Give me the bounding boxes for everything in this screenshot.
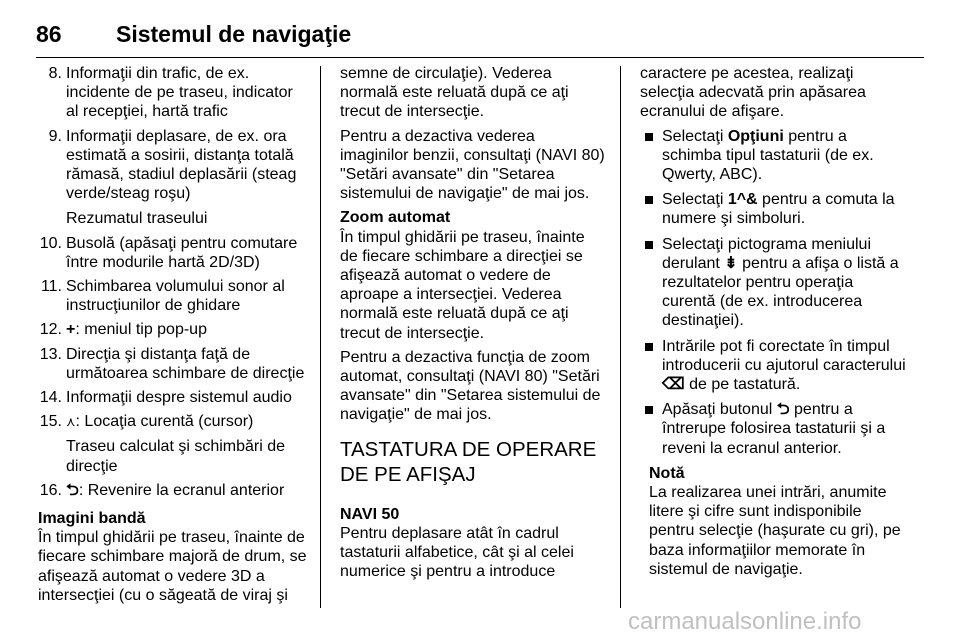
note-block bbox=[649, 464, 910, 579]
paragraph: În timpul ghidării pe traseu, înainte de fiecare schimbare a direcţiei se afişează automat o vedere de aproape a intersecţiei. Vederea normală este reluată după ce aţi trecut de intersecţie. bbox=[340, 228, 585, 342]
item-bold-text: Opţiuni bbox=[727, 127, 784, 145]
item-number: 15. bbox=[39, 413, 62, 431]
item-number: 10. bbox=[39, 234, 62, 252]
page-header bbox=[36, 14, 924, 54]
paragraph: În timpul ghidării pe traseu, înainte de fiecare schimbare majoră de drum, se afişează automat o vedere 3D a intersecţiei (cu o săgeată de viraj şi bbox=[38, 529, 307, 604]
page-title: Sistemul de navigaţie bbox=[116, 20, 352, 47]
item-number: 11. bbox=[40, 278, 62, 296]
list-item bbox=[640, 190, 910, 228]
item-text: Selectaţi bbox=[662, 127, 728, 145]
numbered-list bbox=[38, 64, 308, 500]
list-item bbox=[38, 127, 308, 229]
back-arrow-icon: ⮌ bbox=[776, 401, 790, 419]
bullet-icon bbox=[645, 406, 653, 414]
list-item bbox=[640, 400, 910, 458]
item-bold-text: 1^& bbox=[727, 191, 758, 209]
item-text: : meniul tip pop-up bbox=[75, 321, 207, 339]
list-item bbox=[640, 337, 910, 395]
item-text: Apăsaţi butonul bbox=[662, 401, 777, 419]
item-text: Busolă (apăsaţi pentru comutare între modurile hartă 2D/3D) bbox=[66, 234, 298, 271]
item-text: pentru a schimba tipul tastaturii (de ex. Qwerty, ABC). bbox=[662, 127, 874, 184]
list-item bbox=[38, 345, 308, 383]
bullet-list bbox=[640, 127, 910, 458]
paragraph: caractere pe acestea, realizaţi selecţia adecvată prin apăsarea ecranului de afişare. bbox=[640, 65, 866, 121]
header-divider bbox=[36, 57, 924, 58]
column-divider-1 bbox=[320, 66, 321, 608]
item-number: 8. bbox=[48, 65, 62, 82]
column-3 bbox=[640, 64, 910, 584]
dropdown-menu-icon: ⇟ bbox=[724, 254, 738, 272]
item-subtext: Traseu calculat şi schimbări de direcţie bbox=[66, 438, 286, 475]
list-item bbox=[38, 277, 308, 315]
column-divider-2 bbox=[620, 66, 621, 608]
list-item bbox=[640, 127, 910, 185]
item-text: Selectaţi bbox=[662, 191, 728, 209]
item-text: de pe tastatură. bbox=[684, 376, 801, 394]
page-number: 86 bbox=[36, 20, 62, 47]
item-text: Selectaţi pictograma meniului derulant bbox=[662, 235, 871, 272]
list-item bbox=[38, 320, 308, 339]
subheading-imagini-banda: Imagini bandă bbox=[38, 510, 146, 528]
item-subtext: Rezumatul traseului bbox=[66, 210, 208, 228]
back-arrow-icon: ⮌ bbox=[66, 481, 79, 499]
column-1 bbox=[38, 64, 308, 610]
subheading-zoom-automat: Zoom automat bbox=[340, 209, 451, 227]
item-text: Direcţia şi distanţa faţă de următoarea schimbare de direcţie bbox=[66, 345, 305, 382]
paragraph: Pentru deplasare atât în cadrul tastaturii alfabetice, cât şi al celei numerice şi pentru a introduce bbox=[340, 524, 574, 581]
item-text: Schimbarea volumului sonor al instrucţiunilor de ghidare bbox=[66, 278, 285, 315]
bullet-icon bbox=[645, 196, 653, 204]
paragraph: Pentru a dezactiva vederea imaginilor benzii, consultaţi (NAVI 80) "Setări avansate" din "Setarea sistemului de navigaţie" de mai jos. bbox=[340, 127, 605, 203]
item-number: 9. bbox=[48, 127, 62, 145]
plus-icon: + bbox=[66, 321, 76, 339]
location-cursor-icon: ⋏ bbox=[66, 414, 76, 430]
note-text: La realizarea unei intrări, anumite litere şi cifre sunt indisponibile pentru selecţie (haşurate cu gri), pe baza informaţiilor memorate în sistemul de navigaţie. bbox=[649, 484, 901, 578]
list-item bbox=[640, 235, 910, 331]
bullet-icon bbox=[645, 241, 653, 249]
list-item bbox=[38, 481, 308, 500]
backspace-icon: ⌫ bbox=[662, 376, 685, 394]
item-text: pentru a afişa o listă a rezultatelor pentru operaţia curentă (de ex. introducerea destinaţiei). bbox=[662, 254, 899, 330]
item-text: pentru a întrerupe folosirea tastaturii şi a reveni la ecranul anterior. bbox=[662, 401, 886, 457]
item-text: : Locaţia curentă (cursor) bbox=[75, 413, 254, 431]
list-item bbox=[38, 64, 308, 122]
subheading-navi-50: NAVI 50 bbox=[340, 505, 400, 523]
item-number: 14. bbox=[39, 389, 62, 407]
item-number: 13. bbox=[39, 345, 62, 363]
item-text: Intrările pot fi corectate în timpul introducerii cu ajutorul caracterului bbox=[662, 337, 906, 374]
list-item bbox=[38, 234, 308, 272]
item-number: 12. bbox=[39, 321, 62, 339]
watermark: carmanualsonline.info bbox=[628, 608, 862, 635]
item-text: Informaţii din trafic, de ex. incidente de pe traseu, indicator al recepţiei, hartă trafic bbox=[66, 65, 293, 121]
note-heading: Notă bbox=[649, 464, 685, 482]
item-text: Informaţii deplasare, de ex. ora estimată a sosirii, distanţa totală rămasă, stadiul deplasării (steag verde/steag roşu) bbox=[66, 127, 297, 203]
paragraph: Pentru a dezactiva funcţia de zoom automat, consultaţi (NAVI 80) "Setări avansate" din "Setarea sistemului de navigaţie" de mai jos. bbox=[340, 348, 601, 424]
item-text: pentru a comuta la numere şi simboluri. bbox=[662, 191, 895, 228]
list-item bbox=[38, 388, 308, 407]
paragraph: semne de circulaţie). Vederea normală este reluată după ce aţi trecut de intersecţie. bbox=[340, 65, 569, 121]
column-2 bbox=[340, 64, 606, 586]
item-text: : Revenire la ecranul anterior bbox=[78, 481, 285, 499]
list-item bbox=[38, 412, 308, 476]
bullet-icon bbox=[645, 343, 653, 351]
item-number: 16. bbox=[39, 481, 62, 499]
section-heading: TASTATURA DE OPERARE DE PE AFIŞAJ bbox=[340, 437, 597, 486]
bullet-icon bbox=[645, 133, 653, 141]
item-text: Informaţii despre sistemul audio bbox=[66, 389, 292, 407]
